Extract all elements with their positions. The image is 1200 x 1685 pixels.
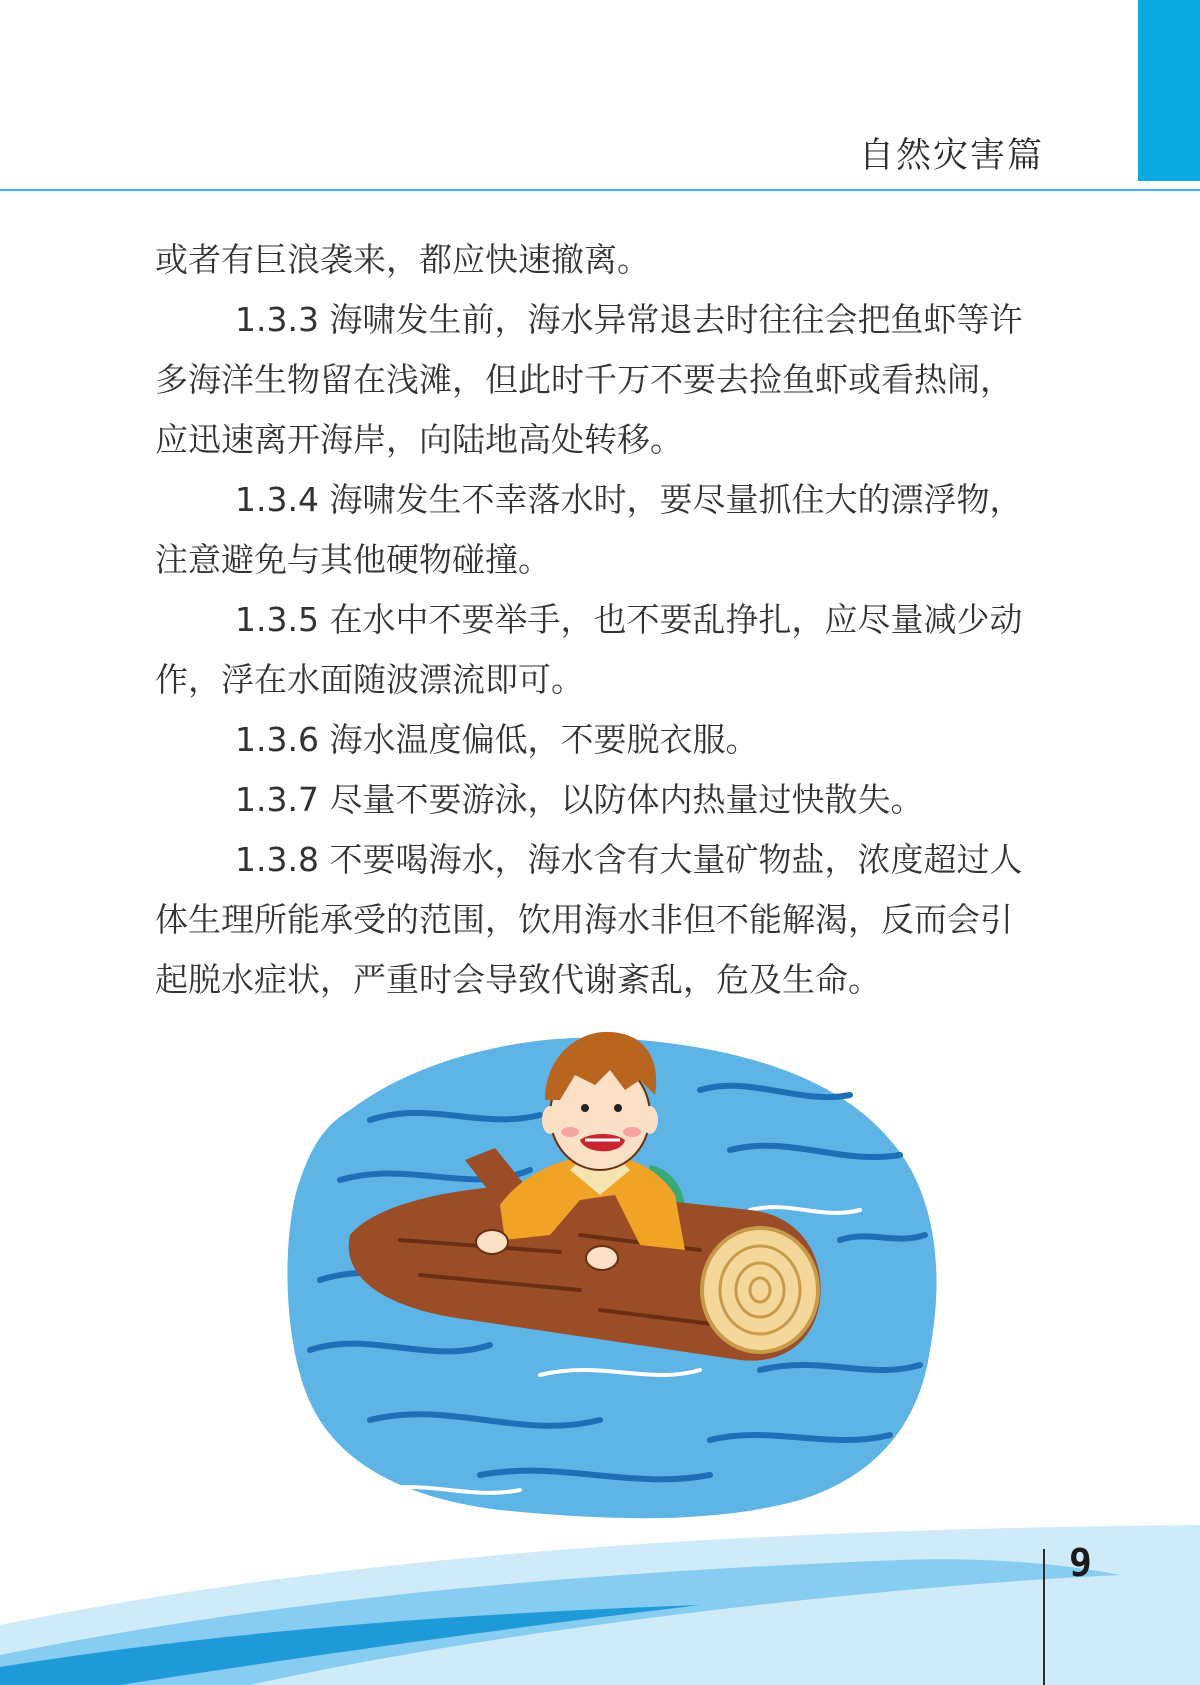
body-text [155, 230, 1045, 1010]
paragraph-4: 1.3.6 海水温度偏低，不要脱衣服。 [235, 720, 759, 759]
paragraph-5: 1.3.7 尽量不要游泳，以防体内热量过快散失。 [235, 780, 924, 819]
footer-wave [0, 1505, 1200, 1685]
paragraph-6: 1.3.8 不要喝海水，海水含有大量矿物盐，浓度超过人体生理所能承受的范围，饮用海水非但不能解渴，反而会引起脱水症状，严重时会导致代谢紊乱，危及生命。 [155, 840, 1023, 999]
page-number-divider [1043, 1549, 1045, 1685]
paragraph-1: 1.3.3 海啸发生前，海水异常退去时往往会把鱼虾等许多海洋生物留在浅滩，但此时千万不要去捡鱼虾或看热闹，应迅速离开海岸，向陆地高处转移。 [155, 300, 1023, 459]
header-rule [0, 189, 1200, 191]
corner-tab [1138, 0, 1200, 181]
paragraph-2: 1.3.4 海啸发生不幸落水时，要尽量抓住大的漂浮物，注意避免与其他硬物碰撞。 [155, 480, 1023, 579]
section-title: 自然灾害篇 [859, 136, 1045, 176]
page-number: 9 [1069, 1541, 1092, 1585]
paragraph-0: 或者有巨浪袭来，都应快速撤离。 [155, 240, 650, 279]
paragraph-3: 1.3.5 在水中不要举手，也不要乱挣扎，应尽量减少动作，浮在水面随波漂流即可。 [155, 600, 1023, 699]
illustration-person-on-log [280, 1020, 940, 1525]
